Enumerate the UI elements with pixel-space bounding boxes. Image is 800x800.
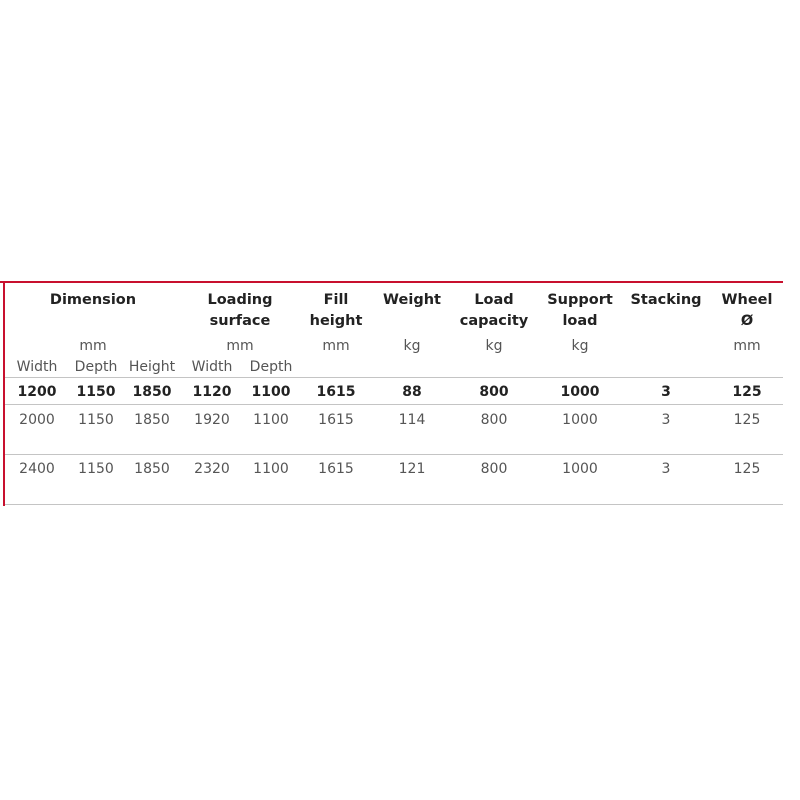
subheader-surface-depth: Depth xyxy=(249,359,293,375)
cell-support-load: 1000 xyxy=(560,384,600,400)
cell-load-capacity: 800 xyxy=(480,412,508,428)
cell-depth: 1150 xyxy=(78,412,114,428)
cell-stacking: 3 xyxy=(661,461,671,477)
cell-depth: 1150 xyxy=(76,384,116,400)
cell-support-load: 1000 xyxy=(562,461,598,477)
cell-load-capacity: 800 xyxy=(480,461,508,477)
cell-wheel: 125 xyxy=(732,384,762,400)
unit-support-load: kg xyxy=(571,338,589,354)
cell-weight: 114 xyxy=(398,412,426,428)
cell-weight: 88 xyxy=(402,384,422,400)
header-wheel-line2: Ø xyxy=(740,313,754,329)
subheader-height: Height xyxy=(128,359,176,375)
cell-fill-height: 1615 xyxy=(318,412,354,428)
cell-load-capacity: 800 xyxy=(479,384,509,400)
unit-weight: kg xyxy=(403,338,421,354)
cell-wheel: 125 xyxy=(733,412,761,428)
cell-width: 1200 xyxy=(17,384,57,400)
cell-stacking: 3 xyxy=(661,412,671,428)
cell-depth: 1150 xyxy=(78,461,114,477)
header-loading-surface-line1: Loading xyxy=(207,292,273,308)
cell-surface-depth: 1100 xyxy=(251,384,291,400)
subheader-depth: Depth xyxy=(74,359,118,375)
header-dimension: Dimension xyxy=(49,292,137,308)
table-top-accent-line xyxy=(0,281,783,283)
unit-load-capacity: kg xyxy=(485,338,503,354)
cell-surface-width: 1120 xyxy=(192,384,232,400)
table-left-accent-line xyxy=(3,281,5,506)
cell-support-load: 1000 xyxy=(562,412,598,428)
header-fill-height-line2: height xyxy=(309,313,363,329)
header-load-capacity-line2: capacity xyxy=(459,313,529,329)
cell-surface-depth: 1100 xyxy=(253,461,289,477)
cell-weight: 121 xyxy=(398,461,426,477)
cell-fill-height: 1615 xyxy=(318,461,354,477)
cell-height: 1850 xyxy=(134,412,170,428)
cell-surface-width: 1920 xyxy=(194,412,230,428)
header-weight: Weight xyxy=(383,292,441,308)
header-stacking: Stacking xyxy=(630,292,702,308)
cell-fill-height: 1615 xyxy=(316,384,356,400)
unit-dimension: mm xyxy=(79,338,107,354)
header-support-load-line2: load xyxy=(562,313,598,329)
header-divider xyxy=(5,377,783,378)
header-loading-surface-line2: surface xyxy=(209,313,271,329)
unit-loading-surface: mm xyxy=(226,338,254,354)
header-wheel-line1: Wheel xyxy=(721,292,773,308)
table-bottom-line xyxy=(5,504,783,505)
row-divider xyxy=(5,454,783,455)
cell-width: 2400 xyxy=(19,461,55,477)
subheader-width: Width xyxy=(16,359,58,375)
cell-stacking: 3 xyxy=(661,384,671,400)
cell-surface-width: 2320 xyxy=(194,461,230,477)
cell-height: 1850 xyxy=(132,384,172,400)
cell-height: 1850 xyxy=(134,461,170,477)
row-divider xyxy=(5,404,783,405)
unit-fill-height: mm xyxy=(322,338,350,354)
cell-wheel: 125 xyxy=(733,461,761,477)
subheader-surface-width: Width xyxy=(191,359,233,375)
unit-wheel: mm xyxy=(733,338,761,354)
header-support-load-line1: Support xyxy=(547,292,613,308)
cell-surface-depth: 1100 xyxy=(253,412,289,428)
cell-width: 2000 xyxy=(19,412,55,428)
header-load-capacity-line1: Load xyxy=(474,292,514,308)
header-fill-height-line1: Fill xyxy=(323,292,349,308)
